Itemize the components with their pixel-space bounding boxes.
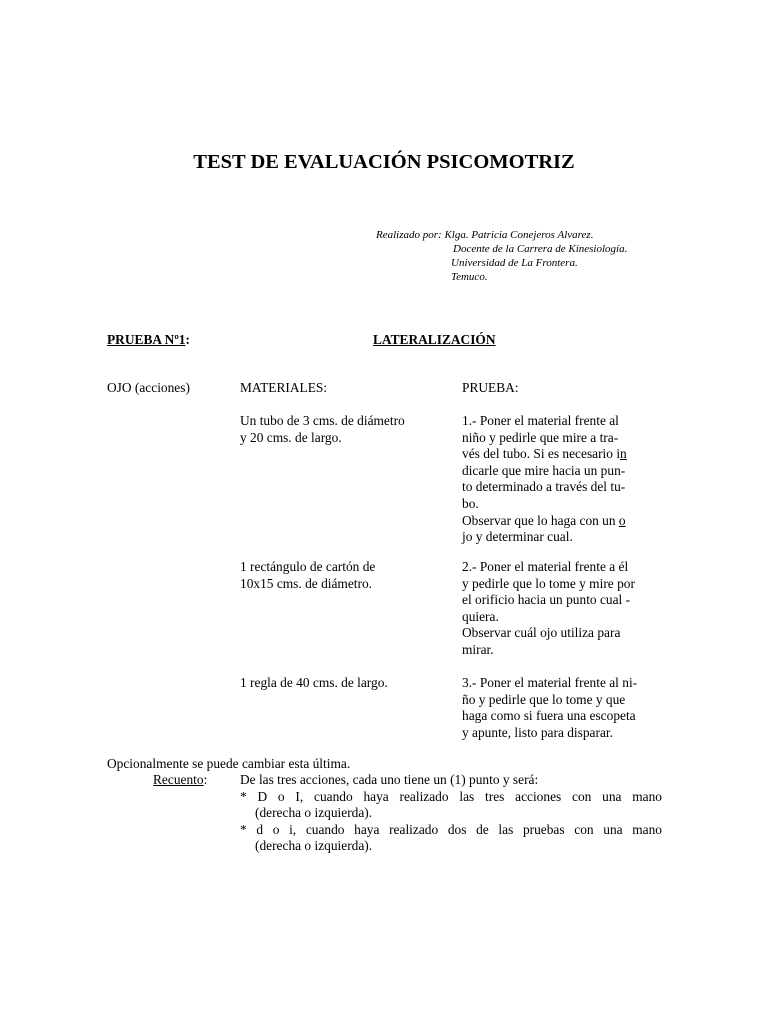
row-1-materials-line-1: Un tubo de 3 cms. de diámetro bbox=[240, 413, 405, 428]
row-3-materials-line-1: 1 regla de 40 cms. de largo. bbox=[240, 675, 388, 690]
row-1-test bbox=[462, 413, 627, 546]
row-1-test-line-4: dicarle que mire hacia un pun- bbox=[462, 462, 626, 478]
row-3-test-line-2: ño y pedirle que lo tome y que bbox=[462, 691, 626, 707]
row-1-test-line-3-underlined: n bbox=[620, 446, 627, 462]
recount-item-2-line-1: * d o i, cuando haya realizado dos de las pruebas con una mano bbox=[240, 822, 662, 837]
row-2-test-line-4: quiera. bbox=[462, 608, 499, 624]
row-2-materials-line-1: 1 rectángulo de cartón de bbox=[240, 559, 376, 574]
row-1-test-line-7 bbox=[462, 513, 627, 530]
section-label-text: PRUEBA Nº1 bbox=[107, 332, 186, 347]
row-1-materials bbox=[240, 413, 405, 446]
row-2-materials-line-2: 10x15 cms. de diámetro. bbox=[240, 575, 373, 591]
row-1-test-line-5: to determinado a través del tu- bbox=[462, 479, 626, 495]
row-1-test-line-3-text: vés del tubo. Si es necesario i bbox=[462, 446, 621, 462]
section-label bbox=[107, 332, 190, 349]
recount-item-2-line-2: (derecha o izquierda). bbox=[255, 838, 373, 853]
row-2-test-line-6: mirar. bbox=[462, 641, 494, 657]
column-header-materials: MATERIALES: bbox=[240, 380, 328, 395]
section-name: LATERALIZACIÓN bbox=[373, 332, 496, 347]
recount-label bbox=[153, 772, 207, 789]
optional-note: Opcionalmente se puede cambiar esta última. bbox=[107, 756, 351, 771]
row-1-test-line-3 bbox=[462, 446, 627, 463]
row-1-test-line-1: 1.- Poner el material frente al bbox=[462, 413, 619, 428]
author-position: Docente de la Carrera de Kinesiología. bbox=[453, 243, 628, 255]
section-colon: : bbox=[185, 332, 190, 347]
row-1-test-line-2: niño y pedirle que mire a tra- bbox=[462, 429, 619, 445]
row-2-test-line-1: 2.- Poner el material frente a él bbox=[462, 559, 629, 574]
row-2-test-line-2: y pedirle que lo tome y mire por bbox=[462, 575, 635, 591]
row-2-materials bbox=[240, 559, 375, 592]
column-header-test: PRUEBA: bbox=[462, 380, 519, 395]
row-1-test-line-8: jo y determinar cual. bbox=[462, 529, 573, 545]
recount-label-text: Recuento bbox=[153, 772, 204, 787]
row-2-test-line-5: Observar cuál ojo utiliza para bbox=[462, 625, 621, 641]
page-title: TEST DE EVALUACIÓN PSICOMOTRIZ bbox=[193, 151, 575, 173]
row-1-materials-line-2: y 20 cms. de largo. bbox=[240, 429, 342, 445]
row-1-test-line-7-underlined: o bbox=[618, 512, 626, 528]
recount-intro: De las tres acciones, cada uno tiene un (1) punto y será: bbox=[240, 772, 539, 787]
row-1-test-line-7-text: Observar que lo haga con un bbox=[462, 512, 619, 528]
recount-item-1-line-1: * D o I, cuando haya realizado las tres acciones con una mano bbox=[240, 789, 662, 804]
author-city: Temuco. bbox=[451, 271, 488, 283]
row-3-test bbox=[462, 675, 637, 741]
row-3-test-line-1: 3.- Poner el material frente al ni- bbox=[462, 675, 638, 690]
row-3-test-line-4: y apunte, listo para disparar. bbox=[462, 724, 613, 740]
row-2-test-line-3: el orificio hacia un punto cual - bbox=[462, 592, 631, 608]
row-2-test bbox=[462, 559, 635, 659]
row-3-test-line-3: haga como si fuera una escopeta bbox=[462, 708, 636, 724]
row-1-test-line-6: bo. bbox=[462, 495, 479, 511]
author-line: Realizado por: Klga. Patricia Conejeros Alvarez. bbox=[376, 229, 594, 241]
recount-item-1-line-2: (derecha o izquierda). bbox=[255, 805, 373, 820]
author-university: Universidad de La Frontera. bbox=[451, 257, 578, 269]
column-header-body-part: OJO (acciones) bbox=[107, 380, 190, 395]
recount-colon: : bbox=[203, 772, 208, 787]
row-3-materials bbox=[240, 675, 388, 692]
